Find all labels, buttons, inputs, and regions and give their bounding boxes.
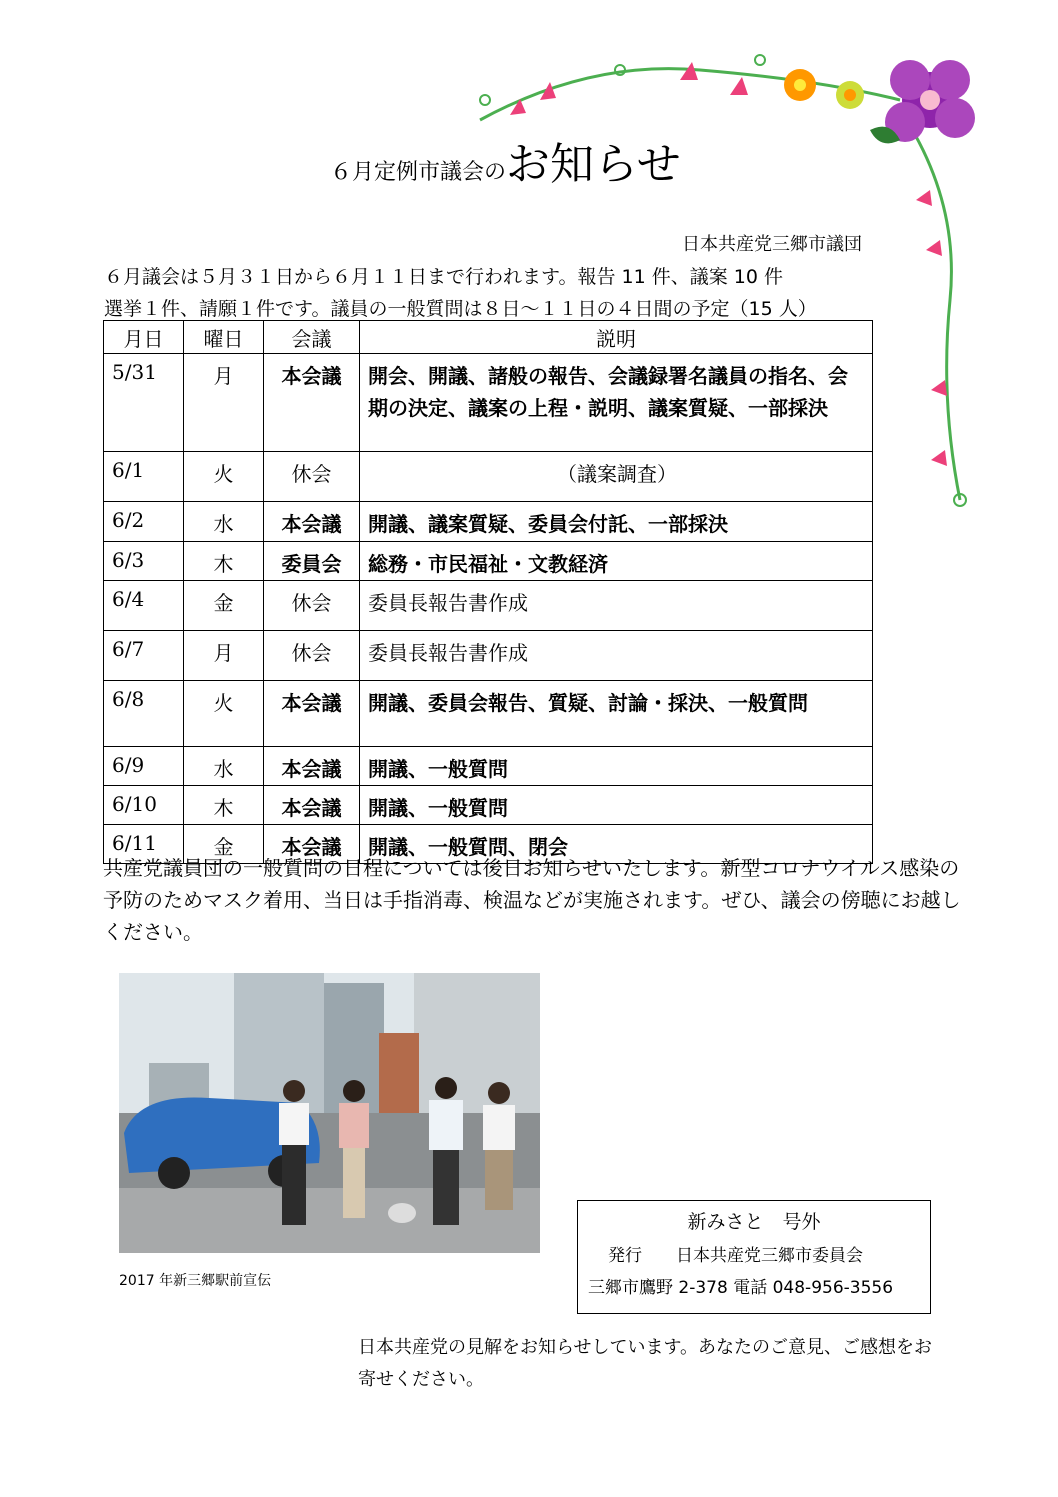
table-row — [104, 581, 873, 631]
notice-paragraph: 共産党議員団の一般質問の日程については後日お知らせいたします。新型コロナウイルス感染の予防のためマスク着用、当日は手指消毒、検温などが実施されます。ぜひ、議会の傍聴にお越しください。 — [103, 856, 961, 944]
table-row — [104, 786, 873, 825]
row-description: 開議、議案質疑、委員会付託、一部採決 — [360, 502, 873, 542]
page-title-big: お知らせ — [506, 139, 681, 190]
organization-name: 日本共産党三郷市議団 — [682, 234, 862, 255]
row-meeting: 休会 — [264, 631, 360, 681]
row-date: 6/1 — [104, 452, 184, 502]
row-date: 6/7 — [104, 631, 184, 681]
table-row — [104, 452, 873, 502]
row-day: 火 — [184, 452, 264, 502]
row-description: 開議、一般質問 — [360, 786, 873, 825]
row-day: 火 — [184, 681, 264, 747]
row-description: 総務・市民福祉・文教経済 — [360, 542, 873, 581]
row-date: 6/11 — [104, 825, 184, 864]
table-row — [104, 681, 873, 747]
row-meeting: 本会議 — [264, 354, 360, 452]
header-day: 曜日 — [184, 321, 264, 354]
row-day: 月 — [184, 354, 264, 452]
publication-info-box — [577, 1200, 931, 1314]
row-description: 開議、一般質問 — [360, 747, 873, 786]
row-day: 水 — [184, 747, 264, 786]
photo-illustration — [119, 973, 540, 1253]
row-date: 6/4 — [104, 581, 184, 631]
table-row — [104, 542, 873, 581]
row-description: 委員長報告書作成 — [360, 631, 873, 681]
row-meeting: 本会議 — [264, 786, 360, 825]
table-row — [104, 354, 873, 452]
row-date: 6/2 — [104, 502, 184, 542]
publisher-address: 三郷市鷹野 2-378 電話 048-956-3556 — [588, 1278, 894, 1298]
footer-message: 日本共産党の見解をお知らせしています。あなたのご意見、ご感想をお寄せください。 — [358, 1337, 933, 1391]
row-description: 開議、委員会報告、質疑、討論・採決、一般質問 — [360, 681, 873, 747]
publisher-label: 発行 — [608, 1246, 642, 1266]
row-description: 委員長報告書作成 — [360, 581, 873, 631]
table-row — [104, 502, 873, 542]
row-meeting: 休会 — [264, 581, 360, 631]
header-date: 月日 — [104, 321, 184, 354]
table-header-row — [104, 321, 873, 354]
row-meeting: 本会議 — [264, 681, 360, 747]
header-description: 説明 — [360, 321, 873, 354]
row-description: 開議、一般質問、閉会 — [360, 825, 873, 864]
row-meeting: 休会 — [264, 452, 360, 502]
page-title — [330, 128, 681, 192]
table-row — [104, 631, 873, 681]
intro-line-2: 選挙１件、請願１件です。議員の一般質問は８日～１１日の４日間の予定（15 人） — [104, 298, 817, 320]
row-meeting: 本会議 — [264, 825, 360, 864]
street-campaign-photo — [119, 973, 540, 1253]
publisher-name: 日本共産党三郷市委員会 — [676, 1246, 863, 1266]
row-day: 月 — [184, 631, 264, 681]
publisher-line — [608, 1241, 863, 1266]
row-date: 6/3 — [104, 542, 184, 581]
row-meeting: 本会議 — [264, 502, 360, 542]
photo-caption: 2017 年新三郷駅前宣伝 — [119, 1273, 272, 1289]
row-day: 木 — [184, 786, 264, 825]
publication-title: 新みさと 号外 — [687, 1211, 821, 1233]
row-day: 金 — [184, 581, 264, 631]
table-row — [104, 747, 873, 786]
row-day: 水 — [184, 502, 264, 542]
row-description: （議案調査） — [360, 452, 873, 502]
row-description: 開会、開議、諸般の報告、会議録署名議員の指名、会期の決定、議案の上程・説明、議案質疑、一部採決 — [360, 354, 873, 452]
row-day: 木 — [184, 542, 264, 581]
row-day: 金 — [184, 825, 264, 864]
row-meeting: 委員会 — [264, 542, 360, 581]
header-meeting: 会議 — [264, 321, 360, 354]
row-date: 5/31 — [104, 354, 184, 452]
schedule-table — [103, 320, 873, 864]
page-title-small: ６月定例市議会の — [330, 160, 507, 185]
row-date: 6/8 — [104, 681, 184, 747]
row-meeting: 本会議 — [264, 747, 360, 786]
row-date: 6/10 — [104, 786, 184, 825]
row-date: 6/9 — [104, 747, 184, 786]
intro-line-1: ６月議会は５月３１日から６月１１日まで行われます。報告 11 件、議案 10 件 — [104, 266, 783, 288]
